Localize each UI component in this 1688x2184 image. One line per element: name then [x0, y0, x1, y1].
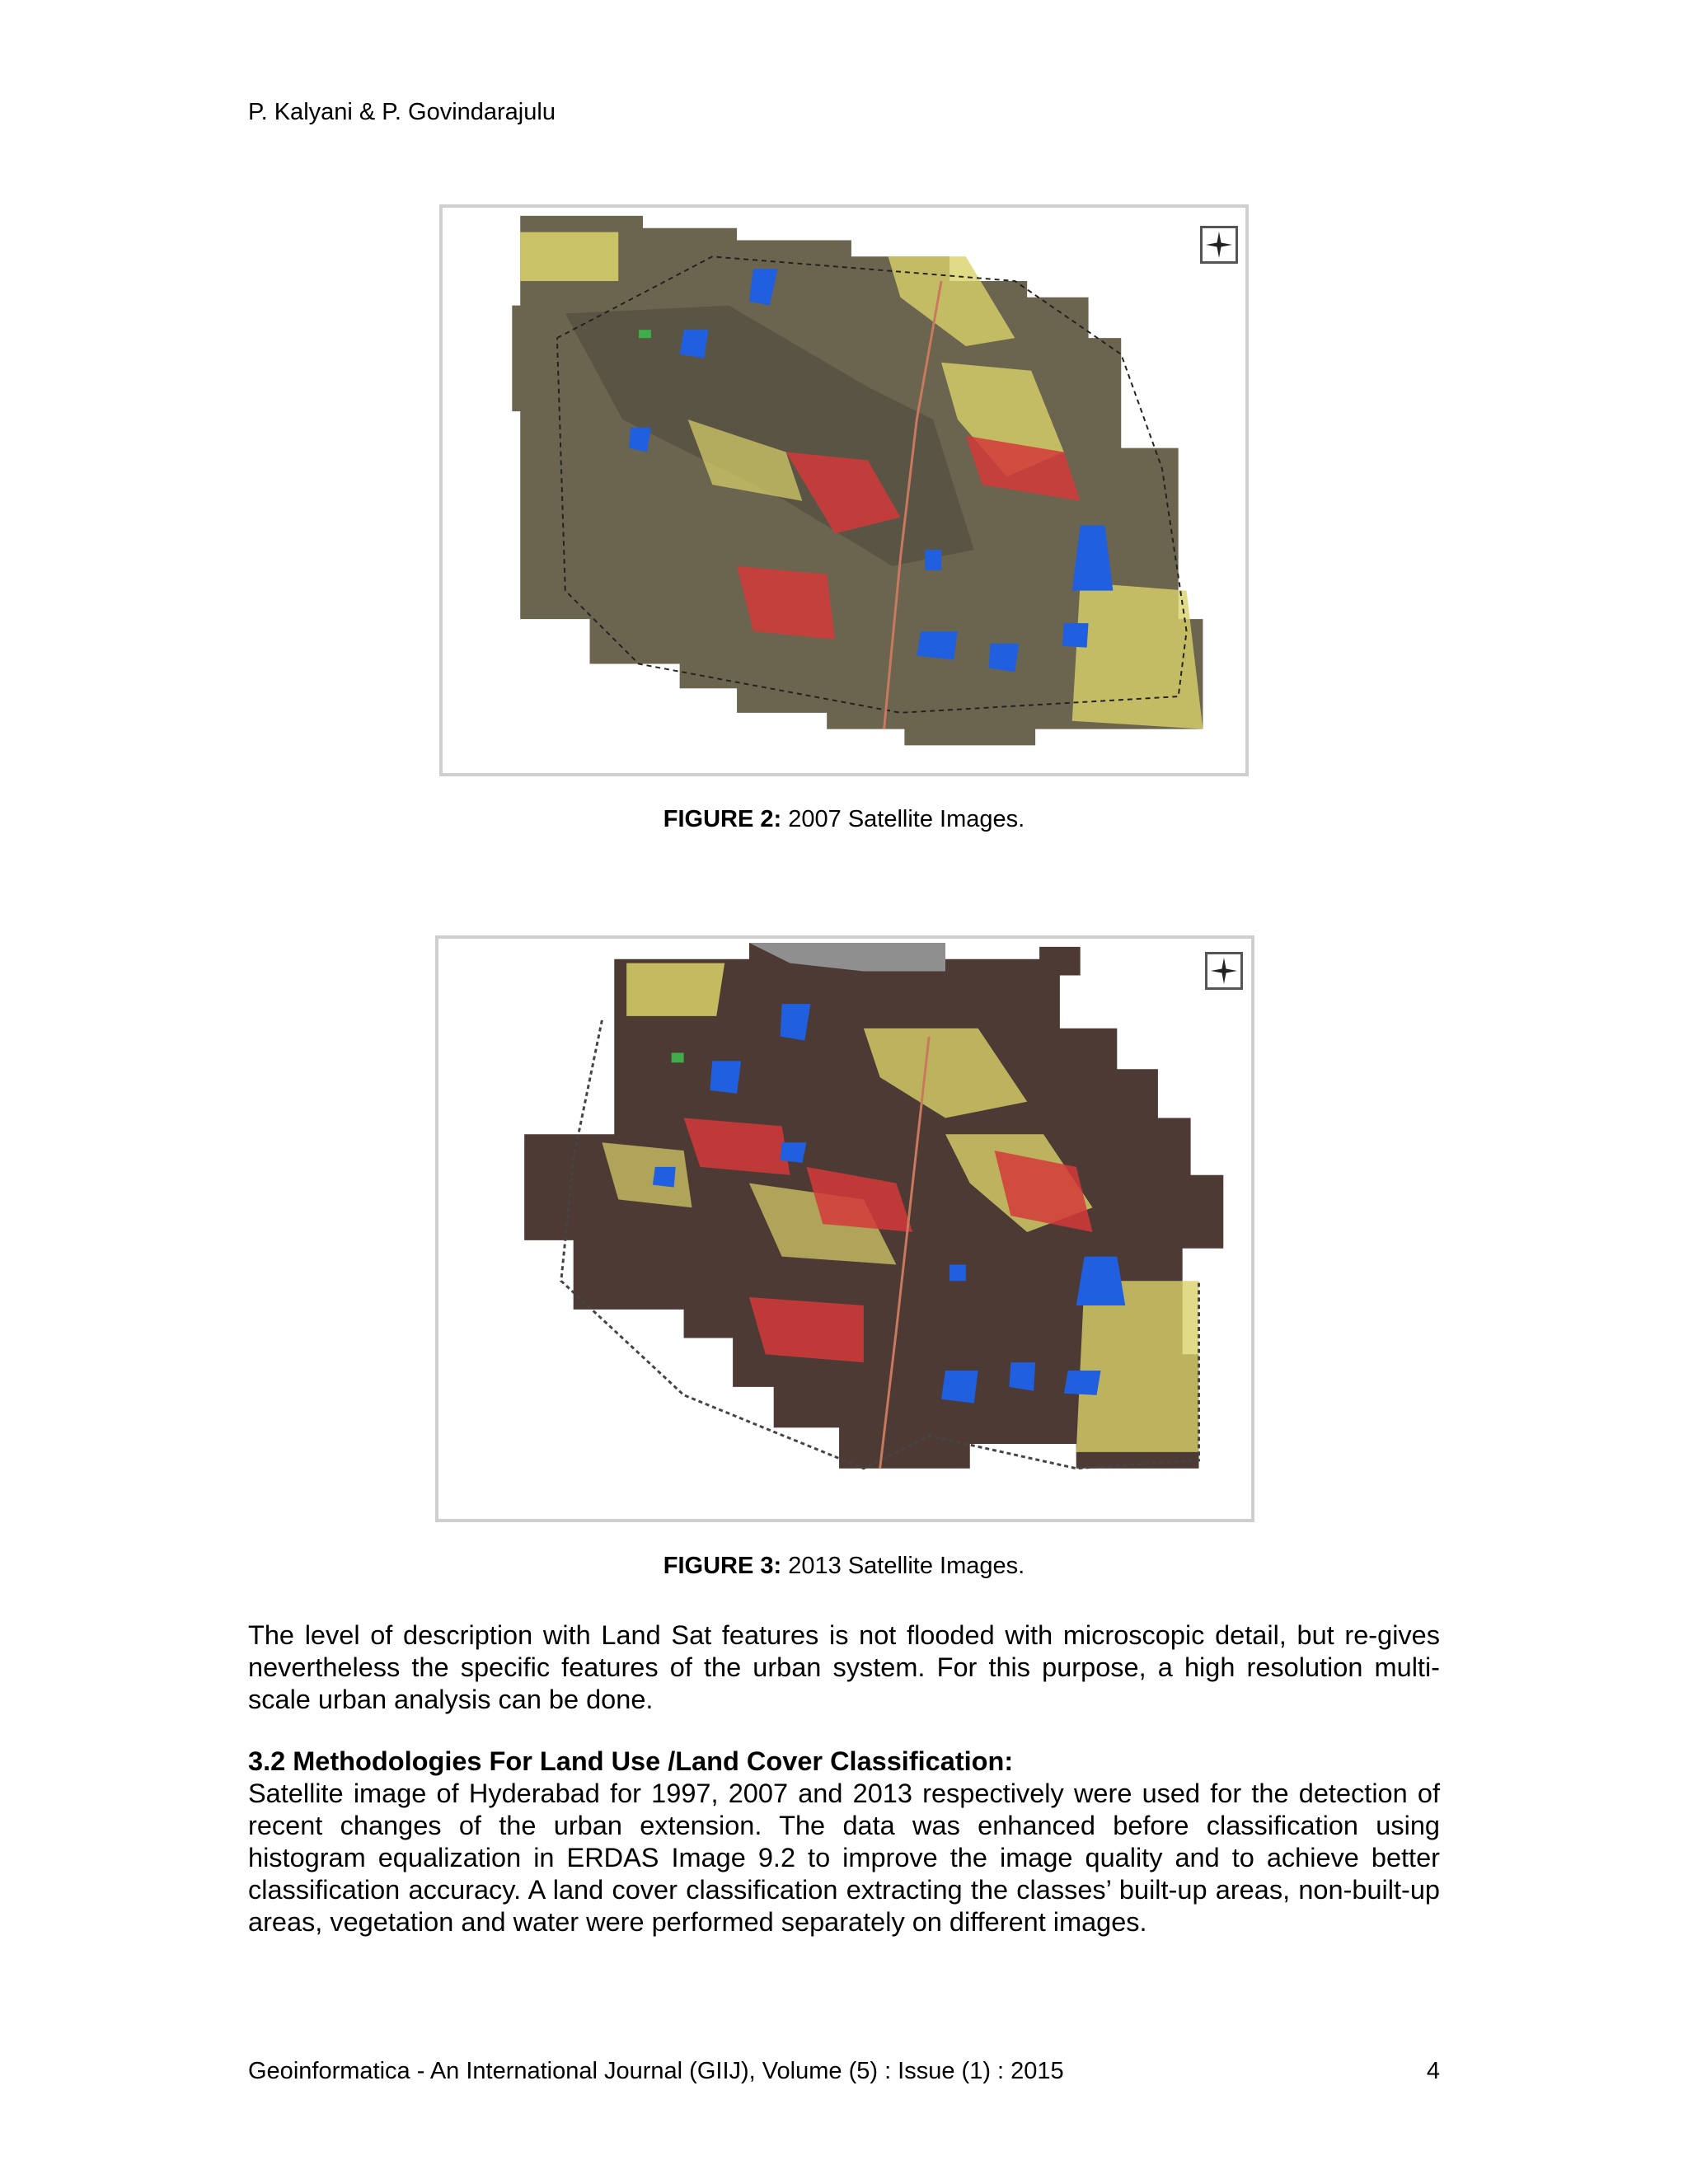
journal-citation: Geoinformatica - An International Journal (GIIJ), Volume (5) : Issue (1) : 2015 [248, 2058, 1064, 2084]
figure-2-label: FIGURE 2: [663, 806, 782, 832]
figure-2-caption [0, 804, 1688, 834]
figure-2-text: 2007 Satellite Images. [788, 806, 1025, 832]
satellite-map-2013 [438, 939, 1251, 1519]
satellite-map-2007 [443, 208, 1245, 773]
page-number: 4 [1426, 2058, 1440, 2084]
section-paragraph: Satellite image of Hyderabad for 1997, 2007 and 2013 respectively were used for the detection of recent changes of the urban extension. The data was enhanced before classification using histogram equalization in ERDAS Image 9.2 to improve the image quality and to achieve better classification accuracy. A land cover classification extracting the classes’ built-up areas, non-built-up areas, vegetation and water were performed separately on different images. [248, 1779, 1440, 1937]
north-arrow-icon [1205, 952, 1243, 990]
figure-3-label: FIGURE 3: [663, 1553, 782, 1579]
figure-3-text: 2013 Satellite Images. [788, 1553, 1025, 1579]
running-header: P. Kalyani & P. Govindarajulu [248, 99, 556, 125]
page-footer [248, 2056, 1440, 2086]
figure-3-satellite-map-2013 [435, 935, 1254, 1522]
body-paragraph: The level of description with Land Sat features is not flooded with microscopic detail, but re-gives nevertheless the specific features of the urban system. For this purpose, a high resolution multi-scale urban analysis can be done. [248, 1620, 1440, 1714]
figure-2-satellite-map-2007 [439, 204, 1249, 776]
section-heading: 3.2 Methodologies For Land Use /Land Cover Classification: [248, 1746, 1014, 1776]
section-3-2 [248, 1746, 1440, 1938]
north-arrow-icon [1200, 226, 1238, 264]
figure-3-caption [0, 1551, 1688, 1581]
